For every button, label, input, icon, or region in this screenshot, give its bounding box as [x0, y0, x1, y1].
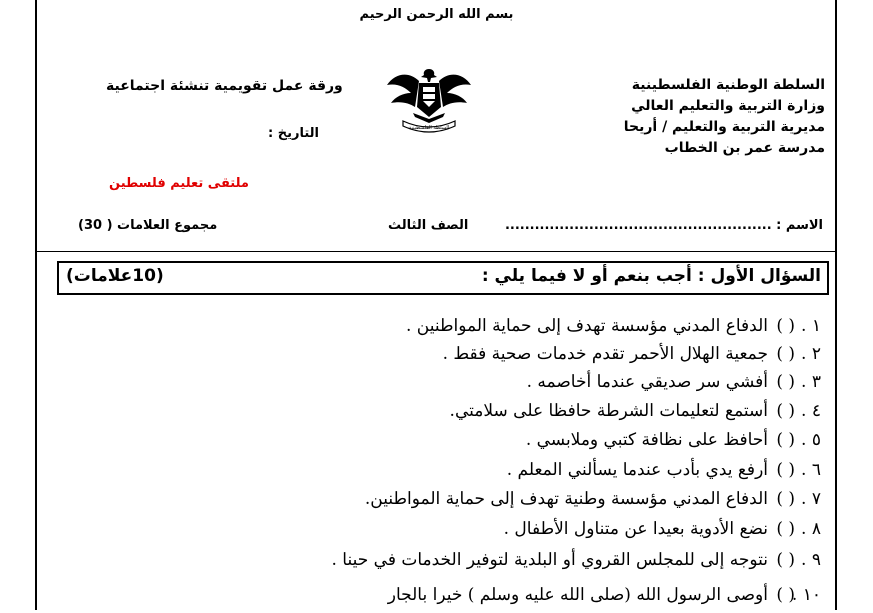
item-text: أحافظ على نظافة كتبي وملابسي . — [525, 430, 768, 450]
palestine-eagle-emblem — [383, 63, 475, 135]
header-divider — [35, 251, 836, 252]
emblem-caption: السلطة الفلسطينية — [408, 125, 450, 131]
item-text: أرفع يدي بأدب عندما يسألني المعلم . — [506, 460, 768, 480]
item-number: ٥ . — [801, 430, 821, 450]
authority-line: مديرية التربية والتعليم / أريحا — [623, 119, 825, 135]
question-item — [0, 489, 873, 517]
answer-blank[interactable]: ( ) — [776, 460, 795, 480]
authority-line: السلطة الوطنية الفلسطينية — [631, 77, 825, 93]
answer-blank[interactable]: ( ) — [776, 550, 795, 570]
question-item — [0, 550, 873, 578]
answer-blank[interactable]: ( ) — [776, 585, 795, 605]
basmala: بسم الله الرحمن الرحيم — [359, 7, 514, 22]
answer-blank[interactable]: ( ) — [776, 372, 795, 392]
item-number: ٧ . — [801, 489, 821, 509]
item-text: الدفاع المدني مؤسسة وطنية تهدف إلى حماية المواطنين. — [364, 489, 768, 509]
item-text: أوصى الرسول الله (صلى الله عليه وسلم ) خيرا بالجار — [387, 585, 768, 605]
worksheet-title: ورقة عمل تقويمية تنشئة اجتماعية — [106, 78, 343, 94]
item-text: أفشي سر صديقي عندما أخاصمه . — [526, 372, 768, 392]
question-item — [0, 585, 873, 613]
answer-blank[interactable]: ( ) — [776, 401, 795, 421]
question-item — [0, 519, 873, 547]
name-field: الاسم : ...................................................... — [504, 218, 823, 233]
question-title: السؤال الأول : أجب بنعم أو لا فيما يلي : — [481, 266, 821, 286]
answer-blank[interactable]: ( ) — [776, 316, 795, 336]
item-number: ٦ . — [801, 460, 821, 480]
item-text: أستمع لتعليمات الشرطة حافظا على سلامتي. — [449, 401, 768, 421]
date-label: التاريخ : — [268, 126, 319, 141]
item-number: ٢ . — [801, 344, 821, 364]
total-marks: مجموع العلامات ( 30) — [78, 218, 218, 233]
item-number: ٣ . — [801, 372, 821, 392]
authority-line: وزارة التربية والتعليم العالي — [631, 98, 825, 114]
item-text: جمعية الهلال الأحمر تقدم خدمات صحية فقط . — [442, 344, 768, 364]
item-number: ٤ . — [801, 401, 821, 421]
authority-block — [624, 75, 825, 159]
question-item — [0, 316, 873, 344]
question-item — [0, 460, 873, 488]
item-number: ١٠ . — [791, 585, 821, 605]
question-item — [0, 401, 873, 429]
question-item — [0, 344, 873, 372]
item-text: نتوجه إلى للمجلس القروي أو البلدية لتوفير الخدمات في حينا . — [331, 550, 768, 570]
answer-blank[interactable]: ( ) — [776, 519, 795, 539]
grade-label: الصف الثالث — [388, 218, 469, 233]
question-item — [0, 372, 873, 400]
item-text: الدفاع المدني مؤسسة تهدف إلى حماية المواطنين . — [406, 316, 768, 336]
item-number: ٨ . — [801, 519, 821, 539]
item-number: ٩ . — [801, 550, 821, 570]
authority-line: مدرسة عمر بن الخطاب — [664, 140, 825, 156]
forum-label: ملتقى تعليم فلسطين — [109, 176, 249, 191]
answer-blank[interactable]: ( ) — [776, 344, 795, 364]
item-text: نضع الأدوية بعيدا عن متناول الأطفال . — [503, 519, 768, 539]
answer-blank[interactable]: ( ) — [776, 489, 795, 509]
question-item — [0, 430, 873, 458]
item-number: ١ . — [801, 316, 821, 336]
answer-blank[interactable]: ( ) — [776, 430, 795, 450]
question-marks: (10علامات) — [66, 266, 164, 286]
